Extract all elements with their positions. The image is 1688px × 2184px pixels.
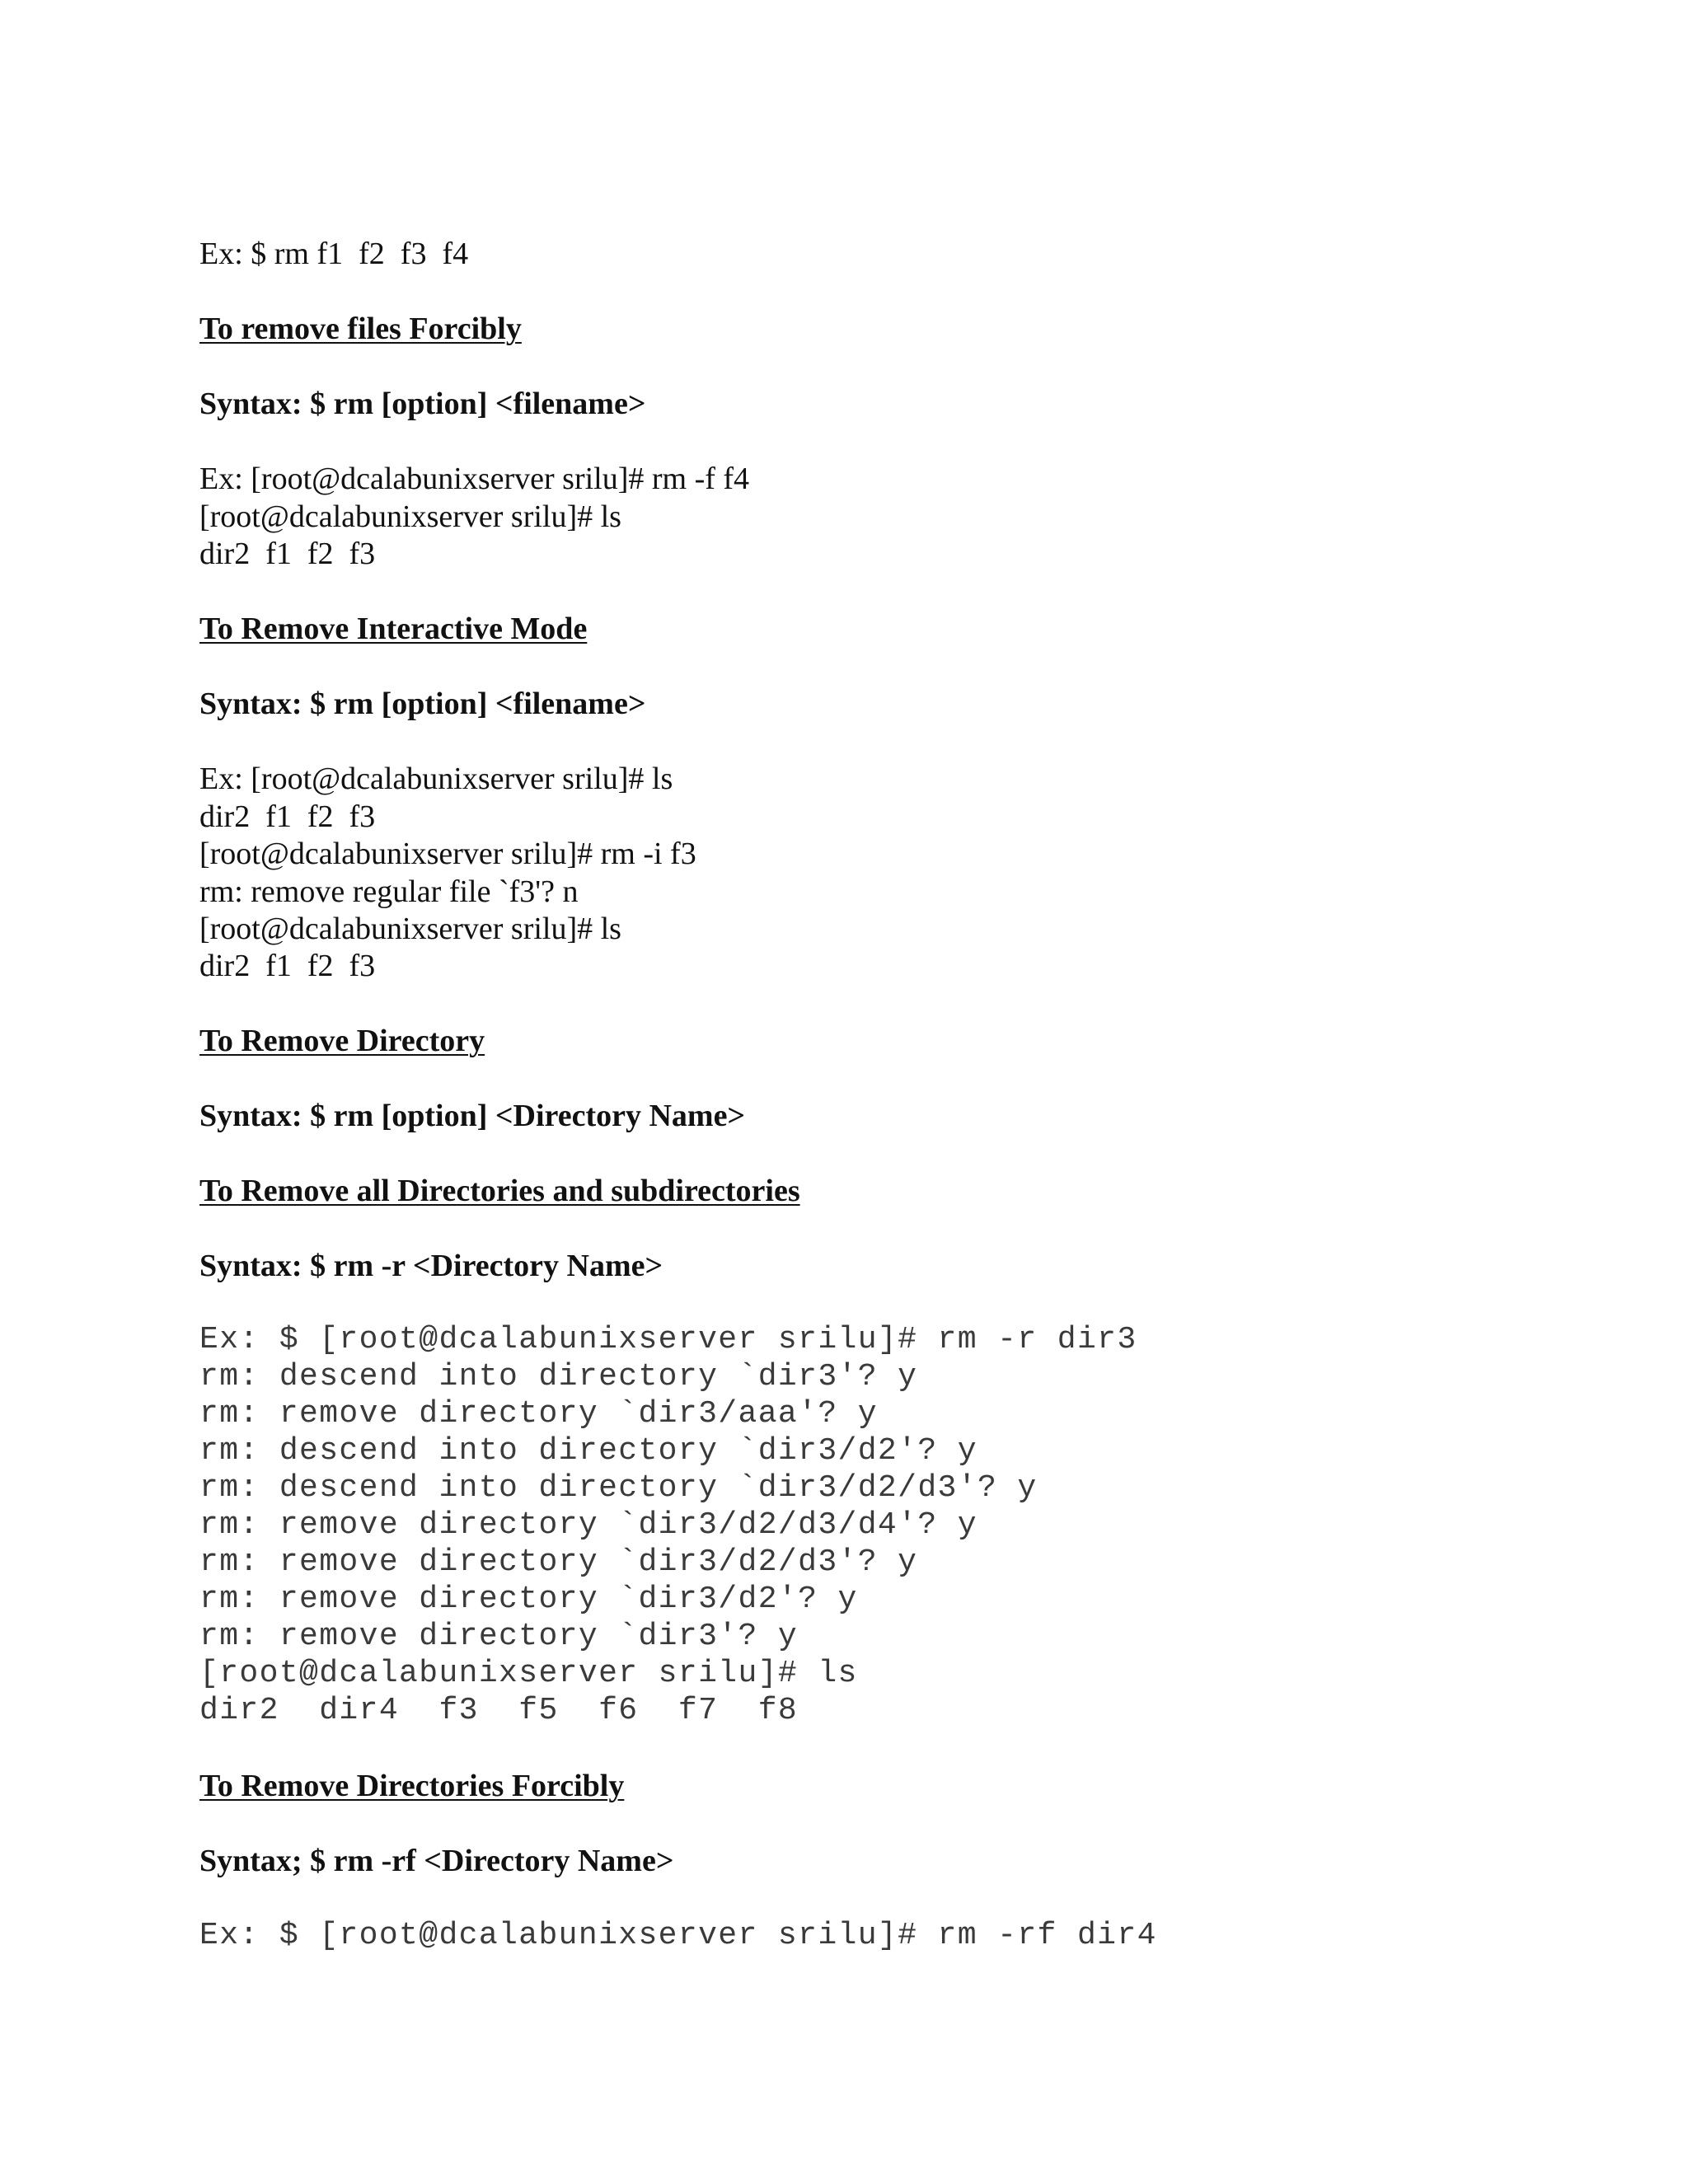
- heading-interactive-mode: To Remove Interactive Mode: [199, 612, 588, 646]
- interactive-example-line-5: [root@dcalabunixserver srilu]# ls: [199, 912, 621, 946]
- interactive-example-line-2: dir2 f1 f2 f3: [199, 799, 376, 834]
- syntax-remove-all-directories: Syntax: $ rm -r <Directory Name>: [199, 1249, 663, 1283]
- syntax-remove-directory: Syntax: $ rm [option] <Directory Name>: [199, 1099, 746, 1133]
- recursive-example-line-9: rm: remove directory `dir3'? y: [199, 1619, 799, 1654]
- force-recursive-example: Ex: $ [root@dcalabunixserver srilu]# rm -rf dir4: [199, 1918, 1157, 1953]
- recursive-example-line-6: rm: remove directory `dir3/d2/d3/d4'? y: [199, 1507, 978, 1543]
- recursive-example-line-2: rm: descend into directory `dir3'? y: [199, 1359, 918, 1394]
- syntax-interactive-mode: Syntax: $ rm [option] <filename>: [199, 687, 646, 721]
- recursive-example-line-5: rm: descend into directory `dir3/d2/d3'? y: [199, 1470, 1038, 1506]
- forcibly-example-line-2: [root@dcalabunixserver srilu]# ls: [199, 499, 621, 534]
- rm-multiple-example: Ex: $ rm f1 f2 f3 f4: [199, 237, 469, 271]
- recursive-example-line-8: rm: remove directory `dir3/d2'? y: [199, 1582, 858, 1617]
- recursive-example-line-10: [root@dcalabunixserver srilu]# ls: [199, 1656, 858, 1691]
- forcibly-example-line-3: dir2 f1 f2 f3: [199, 537, 376, 571]
- interactive-example-line-4: rm: remove regular file `f3'? n: [199, 874, 579, 909]
- heading-remove-all-directories: To Remove all Directories and subdirectories: [199, 1174, 800, 1208]
- heading-remove-directories-forcibly: To Remove Directories Forcibly: [199, 1769, 625, 1803]
- recursive-example-line-4: rm: descend into directory `dir3/d2'? y: [199, 1433, 978, 1469]
- forcibly-example-line-1: Ex: [root@dcalabunixserver srilu]# rm -f f4: [199, 462, 750, 496]
- recursive-example-line-7: rm: remove directory `dir3/d2/d3'? y: [199, 1544, 918, 1580]
- recursive-example-line-11: dir2 dir4 f3 f5 f6 f7 f8: [199, 1693, 799, 1728]
- interactive-example-line-3: [root@dcalabunixserver srilu]# rm -i f3: [199, 837, 696, 871]
- interactive-example-line-6: dir2 f1 f2 f3: [199, 949, 376, 983]
- syntax-remove-directories-forcibly: Syntax; $ rm -rf <Directory Name>: [199, 1844, 674, 1878]
- syntax-remove-forcibly: Syntax: $ rm [option] <filename>: [199, 387, 646, 421]
- interactive-example-line-1: Ex: [root@dcalabunixserver srilu]# ls: [199, 762, 673, 796]
- recursive-example-line-3: rm: remove directory `dir3/aaa'? y: [199, 1396, 878, 1432]
- heading-remove-directory: To Remove Directory: [199, 1024, 485, 1058]
- heading-remove-forcibly: To remove files Forcibly: [199, 312, 522, 346]
- recursive-example-line-1: Ex: $ [root@dcalabunixserver srilu]# rm -r dir3: [199, 1322, 1137, 1357]
